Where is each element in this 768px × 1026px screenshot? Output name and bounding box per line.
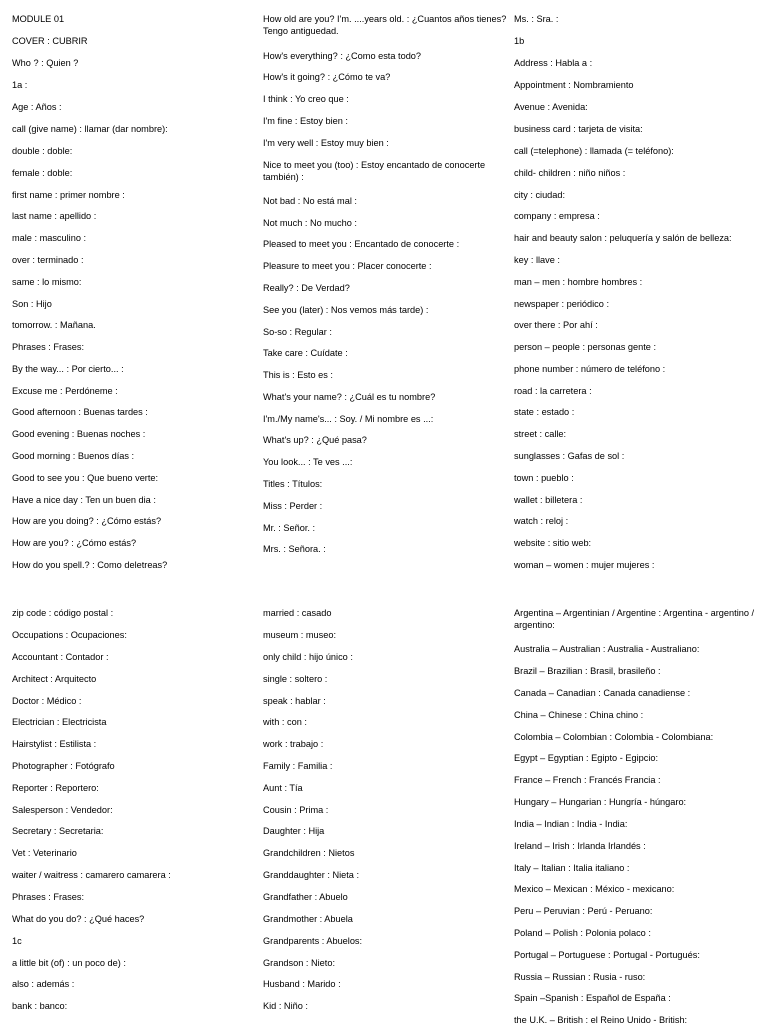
vocab-entry: Colombia – Colombian : Colombia - Colombiana: xyxy=(514,732,714,742)
vocab-entry: Mrs. : Señora. : xyxy=(263,544,326,554)
vocab-entry: How are you? : ¿Cómo estás? xyxy=(12,538,137,548)
vocab-entry: zip code : código postal : xyxy=(12,608,114,618)
vocab-entry: Secretary : Secretaria: xyxy=(12,826,104,836)
vocab-entry: last name : apellido : xyxy=(12,211,97,221)
vocab-entry: Aunt : Tía xyxy=(263,783,303,793)
vocab-entry: woman – women : mujer mujeres : xyxy=(514,560,655,570)
vocab-entry: Australia – Australian : Australia - Australiano: xyxy=(514,644,700,654)
vocab-entry: phone number : número de teléfono : xyxy=(514,364,666,374)
vocab-entry: By the way... : Por cierto... : xyxy=(12,364,124,374)
vocab-entry: Kid : Niño : xyxy=(263,1001,308,1011)
vocab-entry: Spain –Spanish : Español de España : xyxy=(514,993,671,1003)
vocab-entry: Excuse me : Perdóneme : xyxy=(12,386,118,396)
vocab-entry: What's up? : ¿Qué pasa? xyxy=(263,435,367,445)
vocab-entry: only child : hijo único : xyxy=(263,652,353,662)
vocab-entry: 1a : xyxy=(12,80,28,90)
vocab-entry: MODULE 01 xyxy=(12,14,65,24)
vocab-entry: same : lo mismo: xyxy=(12,277,82,287)
vocab-entry: Argentina – Argentinian / Argentine : Argentina - argentino / argentino: xyxy=(514,608,755,630)
vocab-entry: How are you doing? : ¿Cómo estás? xyxy=(12,516,162,526)
vocab-entry: a little bit (of) : un poco de) : xyxy=(12,958,126,968)
vocab-entry: Good to see you : Que bueno verte: xyxy=(12,473,159,483)
vocab-entry: Russia – Russian : Rusia - ruso: xyxy=(514,972,646,982)
vocab-entry: Daughter : Hija xyxy=(263,826,325,836)
vocab-entry: Ms. : Sra. : xyxy=(514,14,559,24)
vocab-entry: Pleasure to meet you : Placer conocerte : xyxy=(263,261,432,271)
vocab-entry: sunglasses : Gafas de sol : xyxy=(514,451,625,461)
vocab-entry: India – Indian : India - India: xyxy=(514,819,628,829)
vocab-entry: Take care : Cuídate : xyxy=(263,348,348,358)
vocab-entry: single : soltero : xyxy=(263,674,328,684)
vocab-entry: Good afternoon : Buenas tardes : xyxy=(12,407,148,417)
vocab-entry: newspaper : periódico : xyxy=(514,299,609,309)
vocab-entry: Avenue : Avenida: xyxy=(514,102,588,112)
vocab-entry: road : la carretera : xyxy=(514,386,592,396)
vocab-entry: Son : Hijo xyxy=(12,299,52,309)
vocab-entry: Who ? : Quien ? xyxy=(12,58,79,68)
vocab-entry: 1c xyxy=(12,936,22,946)
vocab-entry: company : empresa : xyxy=(514,211,600,221)
vocab-entry: Phrases : Frases: xyxy=(12,342,84,352)
vocab-entry: Occupations : Ocupaciones: xyxy=(12,630,127,640)
vocab-entry: Mexico – Mexican : México - mexicano: xyxy=(514,884,675,894)
vocab-entry: How's it going? : ¿Cómo te va? xyxy=(263,72,391,82)
vocab-entry: I'm very well : Estoy muy bien : xyxy=(263,138,389,148)
vocab-entry: wallet : billetera : xyxy=(514,495,583,505)
vocab-entry: business card : tarjeta de visita: xyxy=(514,124,643,134)
vocab-entry: COVER : CUBRIR xyxy=(12,36,88,46)
vocab-entry: website : sitio web: xyxy=(514,538,592,548)
vocab-entry: Appointment : Nombramiento xyxy=(514,80,634,90)
vocab-entry: female : doble: xyxy=(12,168,73,178)
vocab-entry: Poland – Polish : Polonia polaco : xyxy=(514,928,651,938)
vocab-entry: Husband : Marido : xyxy=(263,979,341,989)
vocab-entry: Portugal – Portuguese : Portugal - Portugués: xyxy=(514,950,700,960)
vocab-entry: Titles : Títulos: xyxy=(263,479,323,489)
vocab-entry: Family : Familia : xyxy=(263,761,333,771)
vocab-entry: waiter / waitress : camarero camarera : xyxy=(12,870,171,880)
vocab-entry: double : doble: xyxy=(12,146,73,156)
vocab-entry: over : terminado : xyxy=(12,255,84,265)
vocab-entry: Hairstylist : Estilista : xyxy=(12,739,97,749)
vocab-entry: France – French : Francés Francia : xyxy=(514,775,661,785)
vocab-entry: city : ciudad: xyxy=(514,190,566,200)
vocab-entry: Italy – Italian : Italia italiano : xyxy=(514,863,630,873)
vocab-entry: Miss : Perder : xyxy=(263,501,323,511)
vocab-entry: Architect : Arquitecto xyxy=(12,674,97,684)
vocab-entry: Cousin : Prima : xyxy=(263,805,329,815)
vocab-entry: I'm./My name's... : Soy. / Mi nombre es ...: xyxy=(263,414,434,424)
vocab-entry: What's your name? : ¿Cuál es tu nombre? xyxy=(263,392,436,402)
vocab-entry: How do you spell.? : Como deletreas? xyxy=(12,560,168,570)
vocab-entry: hair and beauty salon : peluquería y salón de belleza: xyxy=(514,233,732,243)
vocab-entry: Address : Habla a : xyxy=(514,58,593,68)
vocab-entry: China – Chinese : China chino : xyxy=(514,710,644,720)
vocab-entry: watch : reloj : xyxy=(514,516,569,526)
vocab-entry: Egypt – Egyptian : Egipto - Egipcio: xyxy=(514,753,659,763)
vocab-entry: This is : Esto es : xyxy=(263,370,333,380)
vocab-entry: How's everything? : ¿Como esta todo? xyxy=(263,51,422,61)
vocab-entry: first name : primer nombre : xyxy=(12,190,125,200)
vocab-entry: You look... : Te ves ...: xyxy=(263,457,353,467)
vocab-entry: male : masculino : xyxy=(12,233,87,243)
vocab-entry: Photographer : Fotógrafo xyxy=(12,761,115,771)
vocab-entry: call (give name) : llamar (dar nombre): xyxy=(12,124,168,134)
vocab-entry: Age : Años : xyxy=(12,102,62,112)
vocab-entry: Really? : De Verdad? xyxy=(263,283,350,293)
vocab-entry: Phrases : Frases: xyxy=(12,892,84,902)
vocab-entry: I'm fine : Estoy bien : xyxy=(263,116,348,126)
vocab-entry: Not bad : No está mal : xyxy=(263,196,357,206)
vocab-entry: Good evening : Buenas noches : xyxy=(12,429,146,439)
vocab-entry: Good morning : Buenos días : xyxy=(12,451,135,461)
vocab-entry: Grandfather : Abuelo xyxy=(263,892,348,902)
vocab-entry: Electrician : Electricista xyxy=(12,717,107,727)
vocab-entry: bank : banco: xyxy=(12,1001,68,1011)
vocab-entry: Ireland – Irish : Irlanda Irlandés : xyxy=(514,841,646,851)
vocab-entry: What do you do? : ¿Qué haces? xyxy=(12,914,145,924)
vocab-entry: town : pueblo : xyxy=(514,473,574,483)
vocab-entry: Grandson : Nieto: xyxy=(263,958,336,968)
vocab-entry: child- children : niño niños : xyxy=(514,168,626,178)
vocab-entry: Pleased to meet you : Encantado de conocerte : xyxy=(263,239,460,249)
vocab-entry: Hungary – Hungarian : Hungría - húngaro: xyxy=(514,797,687,807)
vocab-entry: over there : Por ahí : xyxy=(514,320,598,330)
vocab-entry: speak : hablar : xyxy=(263,696,326,706)
vocab-entry: Grandchildren : Nietos xyxy=(263,848,355,858)
vocab-entry: with : con : xyxy=(263,717,307,727)
vocab-entry: work : trabajo : xyxy=(263,739,324,749)
vocab-entry: So-so : Regular : xyxy=(263,327,332,337)
vocab-entry: tomorrow. : Mañana. xyxy=(12,320,96,330)
vocab-entry: Grandparents : Abuelos: xyxy=(263,936,363,946)
vocab-entry: Brazil – Brazilian : Brasil, brasileño : xyxy=(514,666,661,676)
vocab-entry: 1b xyxy=(514,36,525,46)
vocab-entry: Salesperson : Vendedor: xyxy=(12,805,113,815)
vocab-entry: Have a nice day : Ten un buen dia : xyxy=(12,495,156,505)
vocab-entry: man – men : hombre hombres : xyxy=(514,277,643,287)
vocab-entry: Mr. : Señor. : xyxy=(263,523,316,533)
vocab-entry: person – people : personas gente : xyxy=(514,342,656,352)
vocab-entry: street : calle: xyxy=(514,429,567,439)
vocab-entry: Grandmother : Abuela xyxy=(263,914,353,924)
vocab-entry: also : además : xyxy=(12,979,75,989)
vocab-entry: I think : Yo creo que : xyxy=(263,94,349,104)
vocab-entry: Reporter : Reportero: xyxy=(12,783,99,793)
vocab-entry: See you (later) : Nos vemos más tarde) : xyxy=(263,305,429,315)
vocab-entry: museum : museo: xyxy=(263,630,337,640)
vocab-entry: state : estado : xyxy=(514,407,575,417)
vocab-entry: married : casado xyxy=(263,608,332,618)
vocab-entry: Doctor : Médico : xyxy=(12,696,82,706)
vocab-entry: key : llave : xyxy=(514,255,560,265)
vocab-entry: Accountant : Contador : xyxy=(12,652,109,662)
vocab-entry: the U.K. – British : el Reino Unido - British: xyxy=(514,1015,688,1025)
vocab-entry: Vet : Veterinario xyxy=(12,848,77,858)
vocab-entry: Nice to meet you (too) : Estoy encantado de conocerte también) : xyxy=(263,160,486,182)
vocab-entry: Canada – Canadian : Canada canadiense : xyxy=(514,688,691,698)
vocab-entry: How old are you? I'm. ....years old. : ¿Cuantos años tienes? Tengo antiguedad. xyxy=(263,14,507,36)
vocab-entry: Granddaughter : Nieta : xyxy=(263,870,360,880)
vocab-entry: Not much : No mucho : xyxy=(263,218,357,228)
vocab-entry: Peru – Peruvian : Perú - Peruano: xyxy=(514,906,653,916)
vocab-entry: call (=telephone) : llamada (= teléfono): xyxy=(514,146,674,156)
